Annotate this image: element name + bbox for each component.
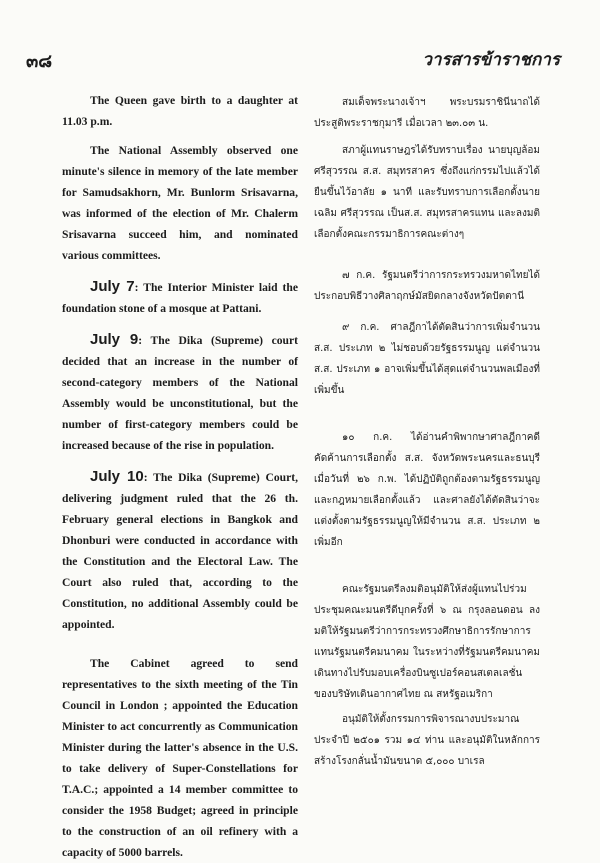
thai-paragraph-assembly: สภาผู้แทนราษฎรได้รับทราบเรื่อง นายบุญล้อม ศรีสุวรรณ ส.ส. สมุทรสาคร ซึ่งถึงแก่กรรมไปแล้วได้ยืนขึ้นไว้อาลัย ๑ นาที และรับทราบการเลือกตั้งนายเฉลิม ศรีสุวรรณ เป็นส.ส. สมุทรสาครแทน และลงมติเลือกตั้งคณะกรรมาธิการคณะต่างๆ — [314, 145, 540, 240]
date-july-10: July 10 — [90, 468, 144, 485]
july-7-text: : The Interior Minister laid the foundation stone of a mosque at Pattani. — [62, 281, 298, 315]
english-paragraph-july7 — [62, 276, 298, 319]
thai-paragraph-july9: ๙ ก.ค. ศาลฎีกาได้ตัดสินว่าการเพิ่มจำนวน ส.ส. ประเภท ๒ ไม่ชอบด้วยรัฐธรรมนูญ แต่จำนวน ส.ส. ประเภท ๑ อาจเพิ่มขึ้นได้สุดแต่จำนวนพลเมืองที่เพิ่มขึ้น — [314, 322, 540, 396]
thai-paragraph-budget: อนุมัติให้ตั้งกรรมการพิจารณางบประมาณ ประจำปี ๒๕๐๑ รวม ๑๔ ท่าน และอนุมัติในหลักการสร้างโรงกลั่นน้ำมันขนาด ๕,๐๐๐ บาเรล — [314, 714, 540, 767]
english-column — [62, 90, 298, 863]
thai-column — [314, 92, 540, 772]
thai-paragraph-july10: ๑๐ ก.ค. ได้อ่านคำพิพากษาศาลฎีกาคดีคัดค้านการเลือกตั้ง ส.ส. จังหวัดพระนครและธนบุรีเมื่อวันที่ ๒๖ ก.พ. ได้ปฏิบัติถูกต้องตามรัฐธรรมนูญและกฎหมายเลือกตั้งแล้ว และศาลยังได้ตัดสินว่าจะแต่งตั้งตามรัฐธรรมนูญให้มีจำนวน ส.ส. ประเภท ๒ เพิ่มอีก — [314, 432, 540, 548]
july-10-text: : The Dika (Supreme) Court, delivering judgment ruled that the 26 th. February general elections in Bangkok and Dhonburi were conducted in accordance with the Constitution and the Electoral Law. The Court also ruled that, according to the Constitution, no additional Assembly could be appointed. — [62, 471, 298, 631]
english-paragraph-assembly: The National Assembly observed one minute's silence in memory of the late member for Samudsakhorn, Mr. Bunlorm Srisavarna, was informed of the election of Mr. Chalerm Srisavarna succeed him, and nominated various committees. — [62, 144, 298, 262]
thai-paragraph-july7: ๗ ก.ค. รัฐมนตรีว่าการกระทรวงมหาดไทยได้ประกอบพิธีวางศิลาฤกษ์มัสยิดกลางจังหวัดปัตตานี — [314, 270, 540, 302]
english-paragraph-birth: The Queen gave birth to a daughter at 11.03 p.m. — [62, 94, 298, 128]
date-july-9: July 9 — [90, 331, 139, 348]
thai-paragraph-birth: สมเด็จพระนางเจ้าฯ พระบรมราชินีนาถได้ประสูติพระราชกุมารี เมื่อเวลา ๒๓.๐๓ น. — [314, 97, 540, 129]
english-paragraph-july10 — [62, 466, 298, 635]
page-number: ๓๘ — [26, 51, 53, 71]
thai-paragraph-cabinet: คณะรัฐมนตรีลงมติอนุมัติให้ส่งผู้แทนไปร่วมประชุมคณะมนตรีดีบุกครั้งที่ ๖ ณ กรุงลอนดอน ลงมติให้รัฐมนตรีว่าการกระทรวงศึกษาธิการรักษาการแทนรัฐมนตรีคมนาคม ในระหว่างที่รัฐมนตรีคมนาคมเดินทางไปรับมอบเครื่องบินซูเปอร์คอนสเตลเลชั่น ของบริษัทเดินอากาศไทย ณ สหรัฐอเมริกา — [314, 584, 540, 700]
journal-title: วารสารข้าราชการ — [422, 50, 560, 69]
july-9-text: : The Dika (Supreme) court decided that an increase in the number of second-category members of the National Assembly would be unconstitutional, but the number of first-category members could be increased because of the rise in population. — [62, 334, 298, 452]
english-paragraph-july9 — [62, 329, 298, 456]
date-july-7: July 7 — [90, 278, 135, 295]
english-paragraph-cabinet: The Cabinet agreed to send representatives to the sixth meeting of the Tin Council in London ; appointed the Education Minister to act concurrently as Communication Minister during the latter's absence in the U.S. to take delivery of Super-Constellations for T.A.C.; appointed a 14 member committee to consider the 1958 Budget; agreed in principle to the construction of an oil refinery with a capacity of 5000 barrels. — [62, 657, 298, 859]
